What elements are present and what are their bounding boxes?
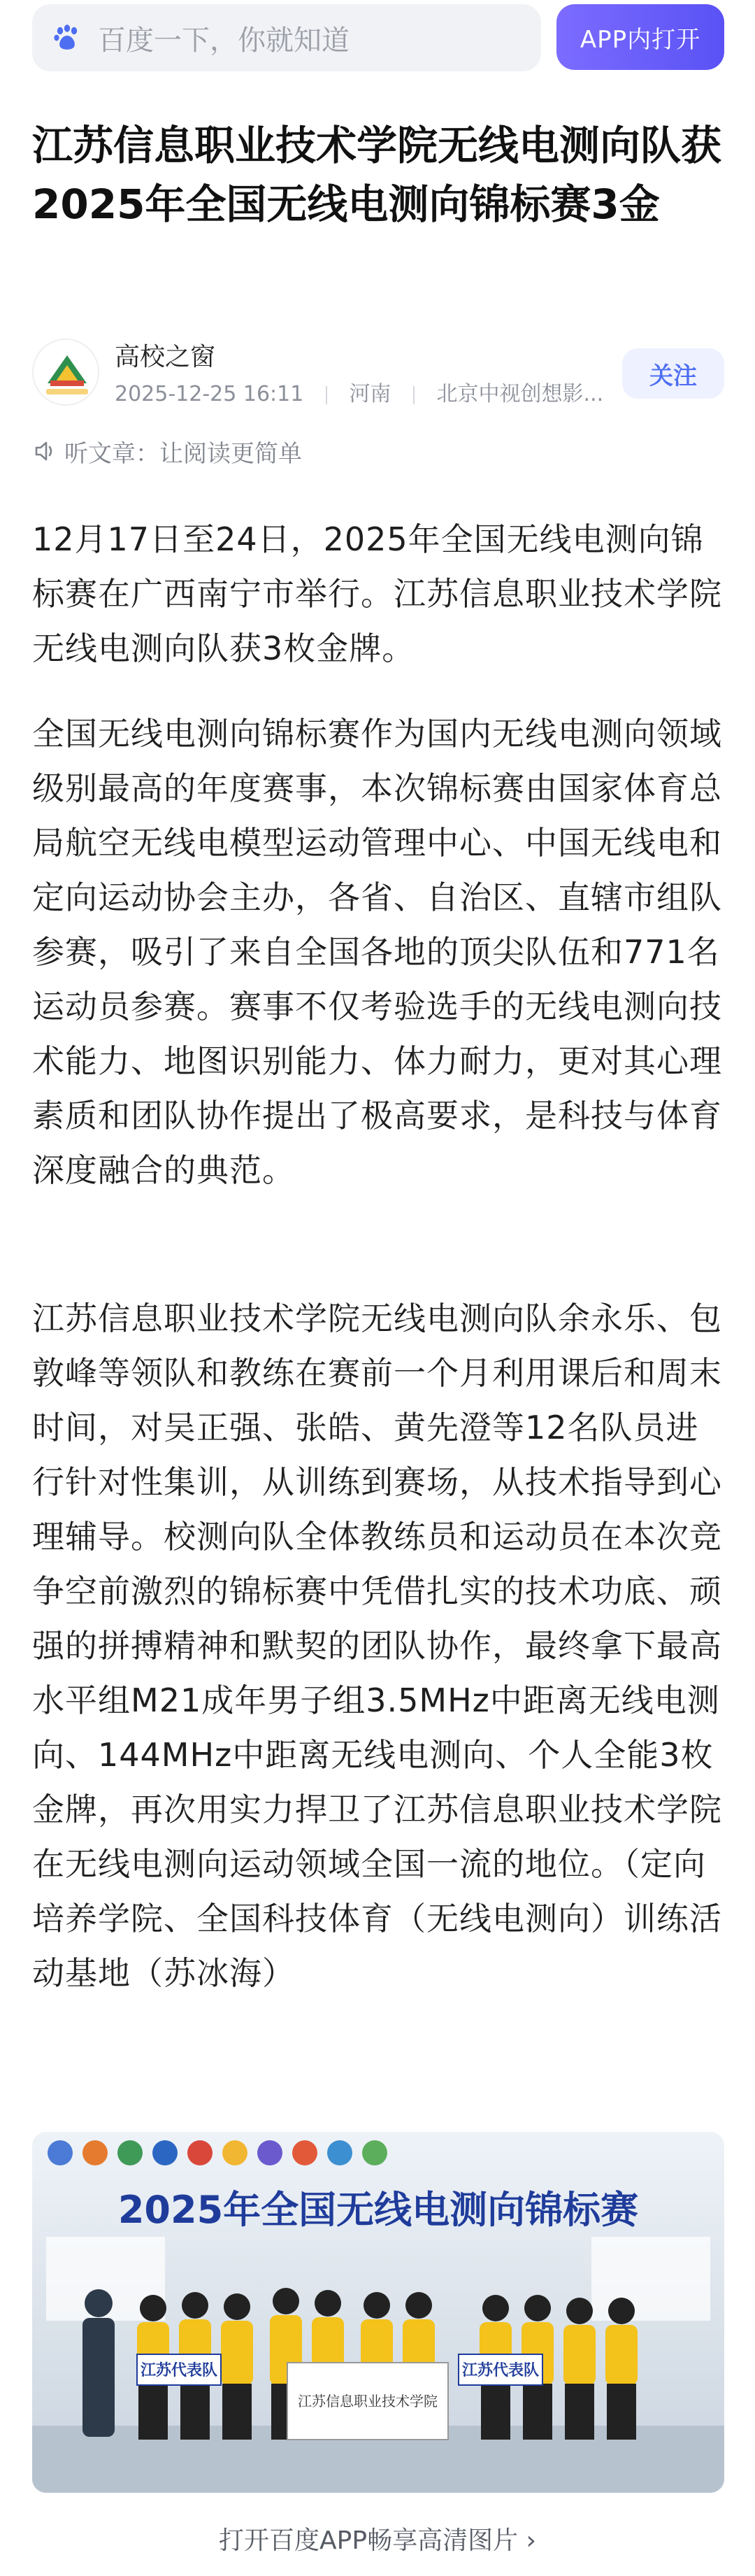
divider	[413, 386, 415, 404]
listen-article-button[interactable]	[32, 434, 302, 469]
team-sign-right: 江苏代表队	[461, 2362, 540, 2379]
baidu-paw-icon	[52, 22, 82, 53]
search-input[interactable]	[32, 4, 541, 71]
article-paragraph: 江苏信息职业技术学院无线电测向队余永乐、包敦峰等领队和教练在赛前一个月利用课后和周末时间，对吴正强、张皓、黄先澄等12名队员进行针对性集训，从训练到赛场，从技术指导到心理辅导。校测向队全体教练员和运动员在本次竞争空前激烈的锦标赛中凭借扎实的技术功底、顽强的拼搏精神和默契的团队协作，最终拿下最高水平组M21成年男子组3.5MHz中距离无线电测向、144MHz中距离无线电测向、个人全能3枚金牌，再次用实力捍卫了江苏信息职业技术学院在无线电测向运动领域全国一流的地位。（定向培养学院、全国科技体育（无线电测向）训练活动基地（苏冰海）	[32, 1300, 722, 1992]
listen-label: 听文章：让阅读更简单	[64, 439, 302, 468]
team-sign-left: 江苏代表队	[140, 2362, 218, 2379]
publish-time: 2025-12-25 16:11	[115, 382, 304, 406]
article-paragraph: 全国无线电测向锦标赛作为国内无线电测向领域级别最高的年度赛事，本次锦标赛由国家体育总局航空无线电模型运动管理中心、中国无线电和定向运动协会主办，各省、自治区、直辖市组队参赛，吸引了来自全国各地的顶尖队伍和771名运动员参赛。赛事不仅考验选手的无线电测向技术能力、地图识别能力、体力耐力，更对其心理素质和团队协作提出了极高要求，是科技与体育深度融合的典范。	[32, 715, 722, 1189]
publish-location: 河南	[349, 382, 391, 406]
search-placeholder: 百度一下，你就知道	[98, 24, 350, 57]
team-photo-illustration	[32, 2132, 724, 2493]
publish-source: 北京中视创想影...	[436, 382, 604, 406]
article-photo[interactable]	[32, 2132, 724, 2493]
article-paragraph: 12月17日至24日，2025年全国无线电测向锦标赛在广西南宁市举行。江苏信息职业技术学院无线电测向队获3枚金牌。	[32, 520, 722, 667]
banner-title: 2025年全国无线电测向锦标赛	[117, 2188, 639, 2232]
divider	[326, 386, 327, 404]
author-row	[32, 334, 724, 411]
article-title: 江苏信息职业技术学院无线电测向队获2025年全国无线电测向锦标赛3金	[32, 122, 722, 228]
open-in-app-button[interactable]: APP内打开	[556, 4, 724, 70]
top-bar	[0, 0, 755, 83]
school-logo-icon	[34, 340, 99, 406]
author-name[interactable]: 高校之窗	[115, 343, 216, 371]
school-banner: 江苏信息职业技术学院	[298, 2393, 438, 2410]
open-hd-image-link[interactable]: 打开百度APP畅享高清图片 ›	[219, 2526, 536, 2555]
author-meta	[115, 376, 603, 407]
follow-button[interactable]: 关注	[622, 348, 724, 399]
avatar[interactable]	[32, 339, 99, 406]
speaker-icon	[32, 439, 57, 464]
